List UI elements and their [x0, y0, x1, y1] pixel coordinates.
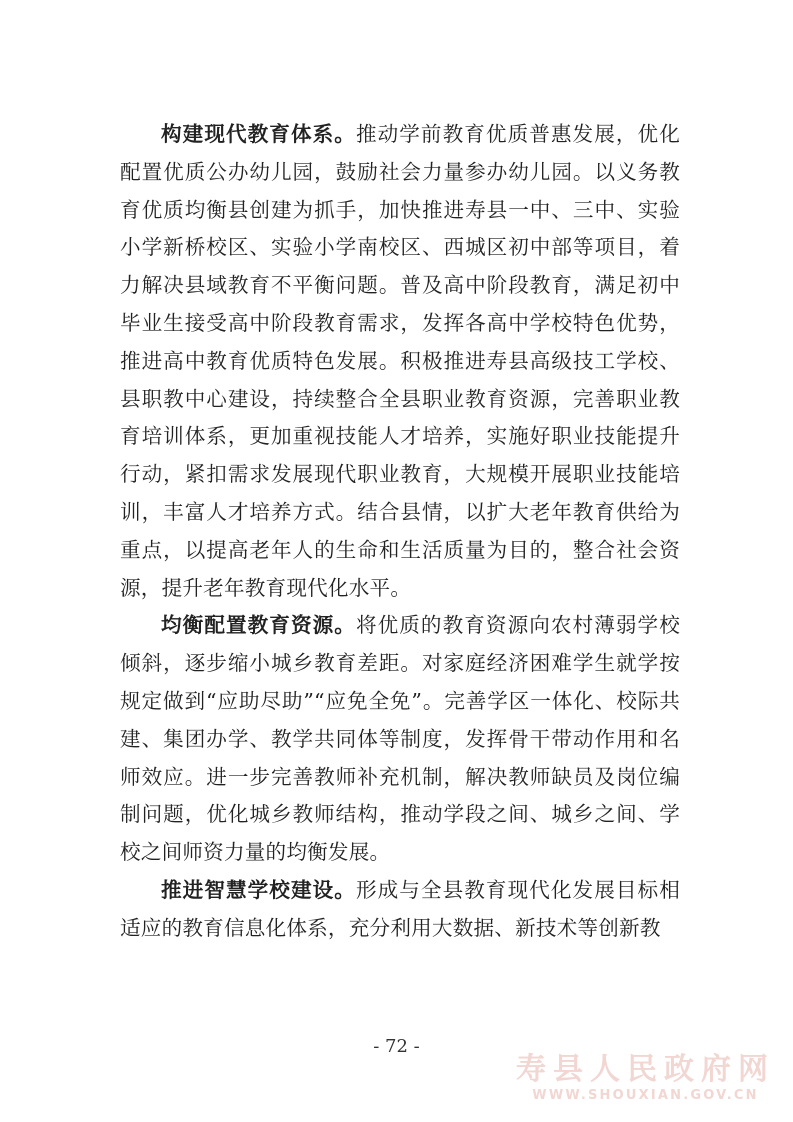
paragraph-heading: 构建现代教育体系。 — [161, 122, 356, 146]
paragraph-modern-education-system — [120, 116, 680, 607]
paragraph-text: 推动学前教育优质普惠发展，优化配置优质公办幼儿园，鼓励社会力量参办幼儿园。以义务教育优质均衡县创建为抓手，加快推进寿县一中、三中、实验小学新桥校区、实验小学南校区、西城区初中部等项目，着力解决县域教育不平衡问题。普及高中阶段教育，满足初中毕业生接受高中阶段教育需求，发挥各高中学校特色优势，推进高中教育优质特色发展。积极推进寿县高级技工学校、县职教中心建设，持续整合全县职业教育资源，完善职业教育培训体系，更加重视技能人才培养，实施好职业技能提升行动，紧扣需求发展现代职业教育，大规模开展职业技能培训，丰富人才培养方式。结合县情，以扩大老年教育供给为重点，以提高老年人的生命和生活质量为目的，整合社会资源，提升老年教育现代化水平。 — [120, 122, 680, 600]
paragraph-smart-school — [120, 872, 680, 948]
document-body — [120, 116, 680, 948]
paragraph-balanced-resources — [120, 607, 680, 872]
paragraph-heading: 均衡配置教育资源。 — [161, 613, 356, 638]
paragraph-text: 形成与全县教育现代化发展目标相适应的教育信息化体系，充分利用大数据、新技术等创新教 — [120, 877, 680, 940]
paragraph-heading: 推进智慧学校建设。 — [161, 877, 356, 902]
page-number: - 72 - — [373, 1036, 420, 1057]
watermark-chinese: 寿县人民政府网 — [516, 1052, 775, 1087]
site-watermark — [516, 1052, 775, 1104]
watermark-url: WWW.SHOUXIAN.GOV.CN — [532, 1088, 759, 1103]
paragraph-text: 将优质的教育资源向农村薄弱学校倾斜，逐步缩小城乡教育差距。对家庭经济困难学生就学按规定做到“应助尽助”“应免全免”。完善学区一体化、校际共建、集团办学、教学共同体等制度，发挥骨干带动作用和名师效应。进一步完善教师补充机制，解决教师缺员及岗位编制问题，优化城乡教师结构，推动学段之间、城乡之间、学校之间师资力量的均衡发展。 — [120, 613, 680, 865]
